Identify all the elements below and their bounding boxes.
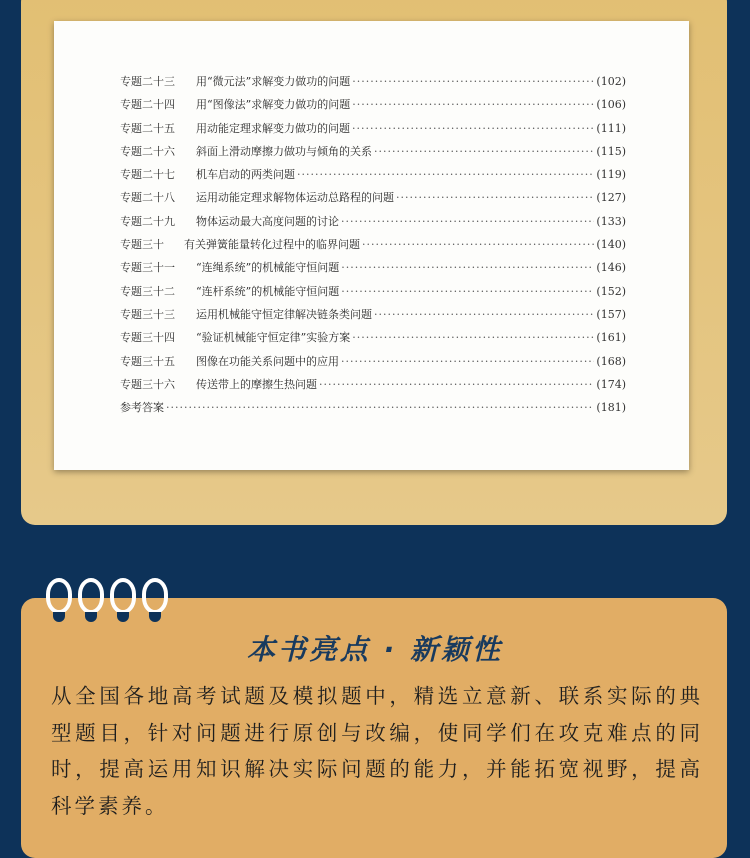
toc-topic-title: 用动能定理求解变力做功的问题 [196,121,350,135]
table-of-contents [120,73,626,422]
binder-ring-icon [110,578,136,614]
toc-leader-dots [341,215,594,228]
toc-leader-dots [352,75,594,88]
binder-ring-icon [78,578,104,614]
toc-page-number: (181) [596,401,626,415]
toc-topic-code: 专题二十八 [120,191,175,205]
toc-topic-code: 专题三十六 [120,377,175,391]
toc-row [120,213,626,236]
highlight-body: 从全国各地高考试题及模拟题中，精选立意新、联系实际的典型题目，针对问题进行原创与改编，使同学们在攻克难点的同时，提高运用知识解决实际问题的能力，并能拓宽视野，提高科学素养。 [51,684,703,818]
toc-row [120,353,626,376]
toc-row [120,189,626,212]
toc-topic-title: 图像在功能关系问题中的应用 [196,354,339,368]
toc-page-number: (119) [596,168,626,182]
binder-ring-icon [142,578,168,614]
toc-page-number: (140) [596,238,626,252]
toc-topic-code: 专题三十 [120,238,164,252]
toc-leader-dots [352,331,594,344]
toc-row [120,143,626,166]
toc-topic-title: “验证机械能守恒定律”实验方案 [196,331,351,345]
toc-topic-title: 机车启动的两类问题 [196,168,295,182]
binder-rings [46,578,176,626]
toc-topic-title: 运用机械能守恒定律解决链条类问题 [196,307,372,321]
toc-topic-code: 专题二十三 [120,75,175,88]
toc-page-number: (102) [596,75,626,88]
toc-page-number: (157) [596,307,626,321]
highlight-title: 本书亮点 · 新颖性 [246,633,504,666]
toc-row [120,399,626,422]
toc-topic-code: 专题二十六 [120,144,175,158]
toc-row [120,306,626,329]
toc-topic-title: 斜面上滑动摩擦力做功与倾角的关系 [196,144,372,158]
toc-topic-code: 参考答案 [120,401,164,415]
toc-page-number: (152) [596,284,626,298]
toc-topic-title: 用“微元法”求解变力做功的问题 [196,75,351,88]
toc-row [120,259,626,282]
toc-topic-title: 用“图像法”求解变力做功的问题 [196,98,351,112]
toc-topic-code: 专题三十三 [120,307,175,321]
toc-leader-dots [341,355,594,368]
toc-topic-title: 有关弹簧能量转化过程中的临界问题 [184,238,360,252]
toc-topic-code: 专题三十五 [120,354,175,368]
toc-topic-title: “连杆系统”的机械能守恒问题 [196,284,340,298]
toc-row [120,166,626,189]
toc-topic-code: 专题二十七 [120,168,175,182]
toc-leader-dots [374,145,594,158]
toc-topic-code: 专题二十九 [120,214,175,228]
toc-page-number: (127) [596,191,626,205]
toc-leader-dots [341,285,594,298]
book-contents-page [54,21,689,470]
toc-leader-dots [341,261,594,274]
toc-row [120,376,626,399]
toc-topic-title: “连绳系统”的机械能守恒问题 [196,261,340,275]
toc-topic-code: 专题二十四 [120,98,175,112]
toc-leader-dots [166,401,594,414]
toc-page-number: (106) [596,98,626,112]
toc-row [120,96,626,119]
toc-page-number: (115) [596,144,626,158]
toc-page-number: (111) [596,121,626,135]
toc-page-number: (174) [596,377,626,391]
toc-leader-dots [374,308,594,321]
toc-topic-code: 专题三十四 [120,331,175,345]
toc-row [120,329,626,352]
toc-row [120,120,626,143]
toc-topic-code: 专题三十一 [120,261,175,275]
toc-topic-code: 专题二十五 [120,121,175,135]
toc-row [120,283,626,306]
toc-topic-title: 传送带上的摩擦生热问题 [196,377,317,391]
toc-row [120,73,626,96]
toc-page-number: (146) [596,261,626,275]
toc-leader-dots [396,191,594,204]
binder-ring-icon [46,578,72,614]
toc-leader-dots [352,98,594,111]
toc-topic-title: 物体运动最大高度问题的讨论 [196,214,339,228]
toc-page-number: (161) [596,331,626,345]
toc-page-number: (133) [596,214,626,228]
toc-topic-title: 运用动能定理求解物体运动总路程的问题 [196,191,394,205]
toc-page-number: (168) [596,354,626,368]
toc-leader-dots [319,378,594,391]
toc-row [120,236,626,259]
toc-leader-dots [297,168,594,181]
toc-leader-dots [362,238,594,251]
toc-leader-dots [352,122,594,135]
toc-topic-code: 专题三十二 [120,284,175,298]
